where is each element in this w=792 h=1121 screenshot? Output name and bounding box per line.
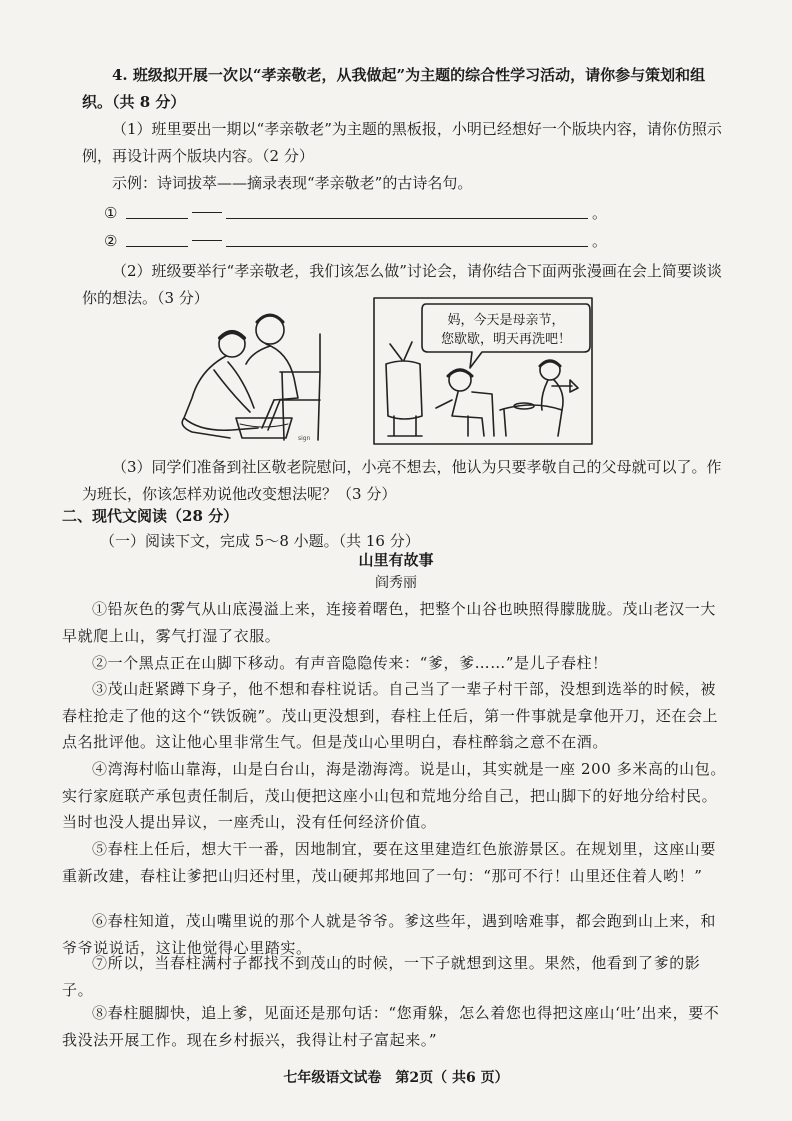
- blank-dash: [192, 212, 222, 213]
- blank-short-line: [126, 246, 188, 247]
- story-paragraph-8: ⑧春柱腿脚快，追上爹，见面还是那句话：“您甭躲，怎么着您也得把这座山‘吐’出来，要不我没法开展工作。现在乡村振兴，我得让村子富起来。”: [62, 1004, 720, 1049]
- story-paragraph-7: ⑦所以，当春柱满村子都找不到茂山的时候，一下子就想到这里。果然，他看到了爹的影子。: [62, 954, 701, 999]
- blank-dash: [192, 240, 222, 241]
- story-author: 阎秀丽: [375, 575, 417, 591]
- blank-end-mark: 。: [592, 232, 608, 250]
- blank-long-line: [226, 246, 588, 247]
- story-paragraph-4: ④湾海村临山靠海，山是白台山，海是渤海湾。说是山，其实就是一座 200 多米高的山包。实行家庭联产承包责任制后，茂山便把这座小山包和荒地分给自己，把山脚下的好地分给村民。当时也没人提出异议，一座秃山，没有任何经济价值。: [62, 760, 726, 831]
- question-4-sub2: （2）班级要举行“孝亲敬老，我们该怎么做”讨论会，请你结合下面两张漫画在会上简要谈谈你的想法。（3 分）: [82, 262, 722, 307]
- svg-text:sign: sign: [298, 435, 311, 442]
- bubble-line-2: 您歇歇，明天再洗吧！: [440, 332, 572, 347]
- question-4-sub1: （1）班里要出一期以“孝亲敬老”为主题的黑板报，小明已经想好一个版块内容，请你仿照示例，再设计两个版块内容。（2 分）: [82, 120, 722, 165]
- cartoon-foot-washing: [170, 300, 330, 445]
- story-paragraph-6: ⑥春柱知道，茂山嘴里说的那个人就是爷爷。爹这些年，遇到啥难事，都会跑到山上来，和爷爷说说话，这让他觉得心里踏实。: [62, 912, 717, 957]
- question-4-example: 示例：诗词拔萃——摘录表现“孝亲敬老”的古诗名句。: [112, 174, 473, 192]
- blank-long-line: [226, 218, 588, 219]
- blank-end-mark: 。: [592, 204, 608, 222]
- answer-blank-1[interactable]: [104, 200, 624, 226]
- answer-blank-2[interactable]: [104, 228, 624, 254]
- cartoon-mothers-day: [372, 296, 594, 446]
- blank-number-1: ①: [104, 204, 118, 222]
- blank-short-line: [126, 218, 188, 219]
- question-4-sub3: （3）同学们准备到社区敬老院慰问，小亮不想去，他认为只要孝敬自己的父母就可以了。作为班长，你该怎样劝说他改变想法呢？（3 分）: [82, 458, 722, 503]
- story-paragraph-5: ⑤春柱上任后，想大干一番，因地制宜，要在这里建造红色旅游景区。在规划里，这座山要重新改建，春柱让爹把山归还村里，茂山硬邦邦地回了一句：“那可不行！山里还住着人哟！”: [62, 840, 717, 885]
- question-4-intro: 4. 班级拟开展一次以“孝亲敬老，从我做起”为主题的综合性学习活动，请你参与策划和组织。（共 8 分）: [82, 66, 706, 111]
- bubble-line-1: 妈，今天是母亲节，: [447, 313, 565, 328]
- blank-number-2: ②: [104, 232, 118, 250]
- reading-part-1: （一）阅读下文，完成 5～8 小题。（共 16 分）: [100, 532, 420, 550]
- section-heading: 二、现代文阅读（28 分）: [62, 507, 239, 525]
- page-footer: 七年级语文试卷 第2页（ 共6 页）: [283, 1070, 509, 1086]
- story-paragraph-2: ②一个黑点正在山脚下移动。有声音隐隐传来：“爹，爹……”是儿子春柱！: [92, 654, 608, 672]
- story-title: 山里有故事: [358, 551, 434, 569]
- story-paragraph-3: ③茂山赶紧蹲下身子，他不想和春柱说话。自己当了一辈子村干部，没想到选举的时候，被春柱抢走了他的这个“铁饭碗”。茂山更没想到，春柱上任后，第一件事就是拿他开刀，还在会上点名批评他。这让他心里非常生气。但是茂山心里明白，春柱醉翁之意不在酒。: [62, 680, 719, 751]
- story-paragraph-1: ①铅灰色的雾气从山底漫溢上来，连接着曙色，把整个山谷也映照得朦胧胧。茂山老汉一大早就爬上山，雾气打湿了衣服。: [62, 600, 717, 645]
